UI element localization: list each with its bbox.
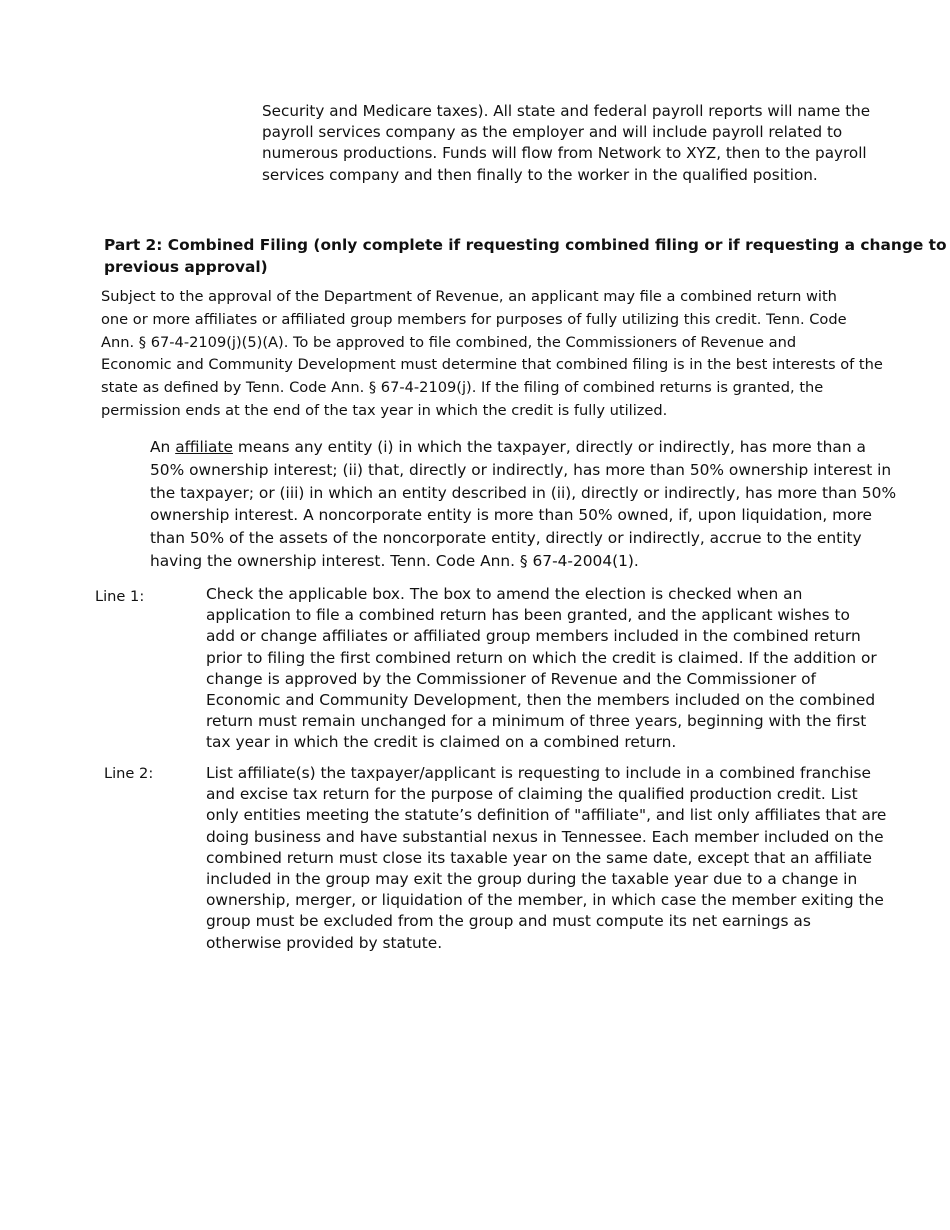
text-line: Economic and Community Development, then the members included on the combined bbox=[206, 691, 876, 710]
text-line: only entities meeting the statute’s definition of "affiliate", and list only affiliates that are bbox=[206, 806, 887, 825]
text-line: ownership, merger, or liquidation of the member, in which case the member exiting the bbox=[206, 891, 884, 910]
intro-paragraph bbox=[262, 101, 871, 186]
affiliate-prefix: An bbox=[150, 438, 176, 456]
text-line: permission ends at the end of the tax year in which the credit is fully utilized. bbox=[101, 401, 668, 419]
line2-instructions bbox=[206, 763, 887, 954]
text-line: prior to filing the first combined return on which the credit is claimed. If the addition or bbox=[206, 648, 877, 667]
text-line: add or change affiliates or affiliated group members included in the combined return bbox=[206, 627, 861, 646]
text-line: having the ownership interest. Tenn. Code Ann. § 67-4-2004(1). bbox=[150, 551, 639, 570]
combined-filing-paragraph bbox=[101, 286, 883, 423]
text-line: included in the group may exit the group during the taxable year due to a change in bbox=[206, 870, 858, 889]
text-line: otherwise provided by statute. bbox=[206, 933, 443, 952]
text-line: return must remain unchanged for a minimum of three years, beginning with the first bbox=[206, 712, 867, 731]
text-line: one or more affiliates or affiliated group members for purposes of fully utilizing this credit. Tenn. Code bbox=[101, 310, 847, 328]
text-line: and excise tax return for the purpose of claiming the qualified production credit. List bbox=[206, 785, 858, 804]
text-line: doing business and have substantial nexus in Tennessee. Each member included on the bbox=[206, 827, 884, 846]
heading-line: Part 2: Combined Filing (only complete if requesting combined filing or if requesting a change to bbox=[104, 236, 947, 254]
part2-heading bbox=[104, 234, 947, 278]
text-line: services company and then finally to the worker in the qualified position. bbox=[262, 165, 818, 184]
text-line bbox=[150, 436, 870, 459]
text-line: application to file a combined return has been granted, and the applicant wishes to bbox=[206, 606, 850, 625]
text-line: Security and Medicare taxes). All state and federal payroll reports will name the bbox=[262, 102, 871, 120]
affiliate-first-line-rest: means any entity (i) in which the taxpayer, directly or indirectly, has more than a bbox=[233, 438, 866, 456]
text-line: tax year in which the credit is claimed on a combined return. bbox=[206, 733, 677, 752]
text-line: numerous productions. Funds will flow from Network to XYZ, then to the payroll bbox=[262, 144, 867, 163]
text-line: Economic and Community Development must determine that combined filing is in the best interests of the bbox=[101, 356, 883, 374]
affiliate-definition-paragraph bbox=[150, 436, 897, 573]
text-line: Subject to the approval of the Department of Revenue, an applicant may file a combined return with bbox=[101, 288, 837, 305]
text-line: payroll services company as the employer and will include payroll related to bbox=[262, 123, 843, 142]
text-line: the taxpayer; or (iii) in which an entity described in (ii), directly or indirectly, has more than 50% bbox=[150, 483, 897, 502]
text-line: 50% ownership interest; (ii) that, directly or indirectly, has more than 50% ownership interest in bbox=[150, 460, 892, 479]
text-line: List affiliate(s) the taxpayer/applicant is requesting to include in a combined franchise bbox=[206, 764, 871, 782]
text-line: ownership interest. A noncorporate entity is more than 50% owned, if, upon liquidation, more bbox=[150, 506, 872, 525]
text-line: change is approved by the Commissioner of Revenue and the Commissioner of bbox=[206, 669, 816, 688]
text-line: group must be excluded from the group and must compute its net earnings as bbox=[206, 912, 811, 931]
text-line: than 50% of the assets of the noncorporate entity, directly or indirectly, accrue to the entity bbox=[150, 529, 862, 548]
text-line: Check the applicable box. The box to amend the election is checked when an bbox=[206, 585, 803, 603]
text-line: combined return must close its taxable year on the same date, except that an affiliate bbox=[206, 848, 873, 867]
line1-label: Line 1: bbox=[95, 588, 145, 605]
line2-label: Line 2: bbox=[104, 765, 154, 782]
text-line: state as defined by Tenn. Code Ann. § 67-4-2109(j). If the filing of combined returns is granted, the bbox=[101, 379, 824, 397]
affiliate-term: affiliate bbox=[175, 438, 233, 456]
heading-line: previous approval) bbox=[104, 258, 268, 276]
line1-instructions bbox=[206, 584, 877, 754]
text-line: Ann. § 67-4-2109(j)(5)(A). To be approved to file combined, the Commissioners of Revenue and bbox=[101, 333, 797, 351]
